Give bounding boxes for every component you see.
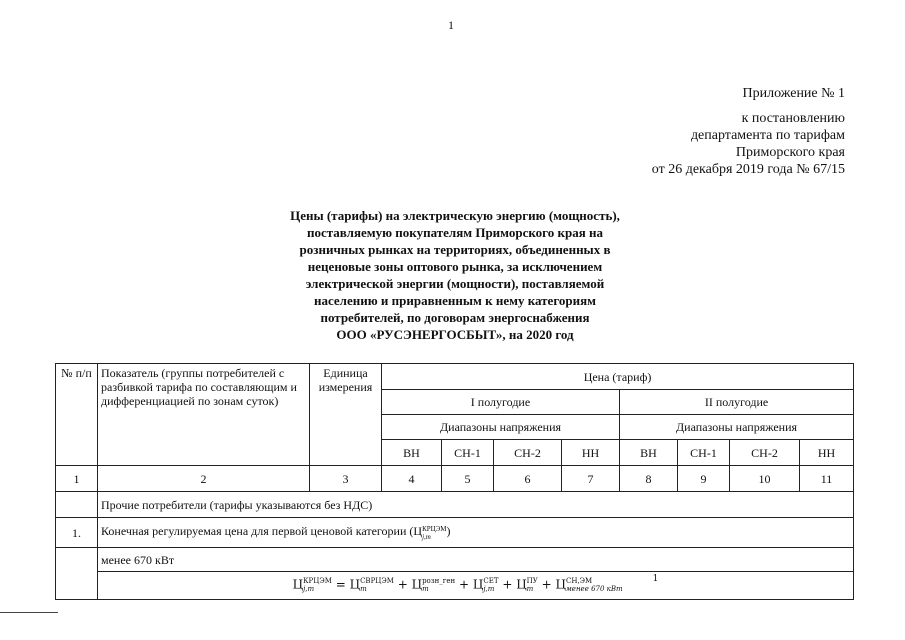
column-number: 9 [678, 466, 730, 492]
formula-scripts [303, 577, 332, 593]
formula-symbol: Ц [516, 577, 527, 592]
row-text: Конечная регулируемая цена для первой ценовой категории (Ц [101, 524, 423, 539]
header-half-1: I полугодие [382, 390, 620, 415]
column-number: 1 [56, 466, 98, 492]
superscript: СВРЦЭМ [360, 577, 394, 586]
voltage-level: СН-2 [730, 440, 800, 466]
header-unit: Единица измерения [310, 364, 382, 466]
column-number: 2 [98, 466, 310, 492]
formula-symbol: Ц [472, 577, 484, 592]
formula-operator: + [455, 577, 473, 592]
appendix-line: департамента по тарифам [690, 128, 845, 143]
voltage-level: ВН [620, 440, 678, 466]
subscript: j,m [483, 585, 495, 594]
header-voltage-ranges: Диапазоны напряжения [382, 415, 620, 440]
scan-edge-line [0, 612, 58, 613]
subscript: m [360, 585, 367, 594]
formula-symbol: Ц [349, 577, 361, 592]
appendix-line: от 26 декабря 2019 года № 67/15 [651, 162, 845, 177]
column-number: 6 [494, 466, 562, 492]
column-number: 7 [562, 466, 620, 492]
header-voltage-ranges: Диапазоны напряжения [620, 415, 854, 440]
column-number: 8 [620, 466, 678, 492]
header-num: № п/п [56, 364, 98, 466]
header-indicator: Показатель (группы потребителей с разбивкой тарифа по составляющим и дифференциацией по зонам суток) [98, 364, 310, 466]
voltage-level: СН-2 [494, 440, 562, 466]
column-number: 10 [730, 466, 800, 492]
appendix-line: к постановлению [741, 111, 845, 126]
superscript: КРЦЭМ [422, 524, 447, 533]
voltage-level: НН [800, 440, 854, 466]
column-number: 3 [310, 466, 382, 492]
empty-cell [56, 492, 98, 518]
voltage-level: ВН [382, 440, 442, 466]
formula-scripts [422, 577, 455, 593]
empty-cell [56, 548, 98, 600]
row-final-price-category-1 [98, 518, 854, 548]
subscript: j,m [422, 532, 431, 541]
column-number: 4 [382, 466, 442, 492]
formula-operator: = [331, 577, 350, 592]
tariff-table [55, 363, 854, 600]
voltage-level: СН-1 [678, 440, 730, 466]
header-half-2: II полугодие [620, 390, 854, 415]
row-text-close: ) [446, 524, 451, 539]
formula-symbol: Ц [555, 577, 566, 592]
superscript: ПУ [526, 577, 538, 586]
formula-operator: + [537, 577, 556, 592]
superscript: КРЦЭМ [303, 577, 332, 586]
footnote-marker: 1 [652, 573, 659, 584]
appendix-title: Приложение № 1 [742, 86, 845, 101]
subscript: m [526, 585, 534, 594]
superscript: розн_ген [422, 577, 456, 586]
formula-scripts [360, 577, 394, 593]
title-line: электрической энергии (мощности), поставляемой [305, 276, 605, 291]
title-line: Цены (тарифы) на электрическую энергию (мощность), [290, 208, 620, 223]
title-line: ООО «РУСЭНЕРГОСБЫТ», на 2020 год [336, 327, 574, 342]
subscript: m [422, 585, 429, 594]
formula-scripts [566, 577, 623, 593]
document-title [230, 207, 680, 343]
formula-operator: + [393, 577, 412, 592]
page-number: 1 [448, 18, 454, 32]
subscript: j,m [303, 585, 315, 594]
title-line: неценовые зоны оптового рынка, за исключением [307, 259, 603, 274]
price-formula [98, 572, 854, 600]
column-number: 5 [442, 466, 494, 492]
superscript: СЕТ [483, 577, 499, 586]
title-line: потребителей, по договорам энергоснабжения [320, 310, 590, 325]
row-other-consumers: Прочие потребители (тарифы указываются без НДС) [98, 492, 854, 518]
formula-operator: + [498, 577, 517, 592]
title-line: розничных рынках на территориях, объединенных в [299, 242, 611, 257]
formula-scripts [527, 577, 538, 593]
voltage-level: НН [562, 440, 620, 466]
row-less-670kw: менее 670 кВт [98, 548, 854, 572]
formula-scripts [483, 577, 498, 593]
superscript: СН,ЭМ [566, 577, 593, 586]
appendix-line: Приморского края [735, 145, 845, 160]
column-number: 11 [800, 466, 854, 492]
voltage-level: СН-1 [442, 440, 494, 466]
formula-symbol: Ц [292, 577, 304, 592]
subscript: менее 670 кВт [566, 585, 623, 594]
formula-symbol: Ц [411, 577, 423, 592]
title-line: населению и приравненным к нему категориям [313, 293, 597, 308]
title-line: поставляемую покупателям Приморского края на [307, 225, 603, 240]
price-symbol-scripts [422, 525, 446, 541]
appendix-header [585, 85, 845, 178]
row-number: 1. [56, 518, 98, 548]
header-price: Цена (тариф) [382, 364, 854, 390]
